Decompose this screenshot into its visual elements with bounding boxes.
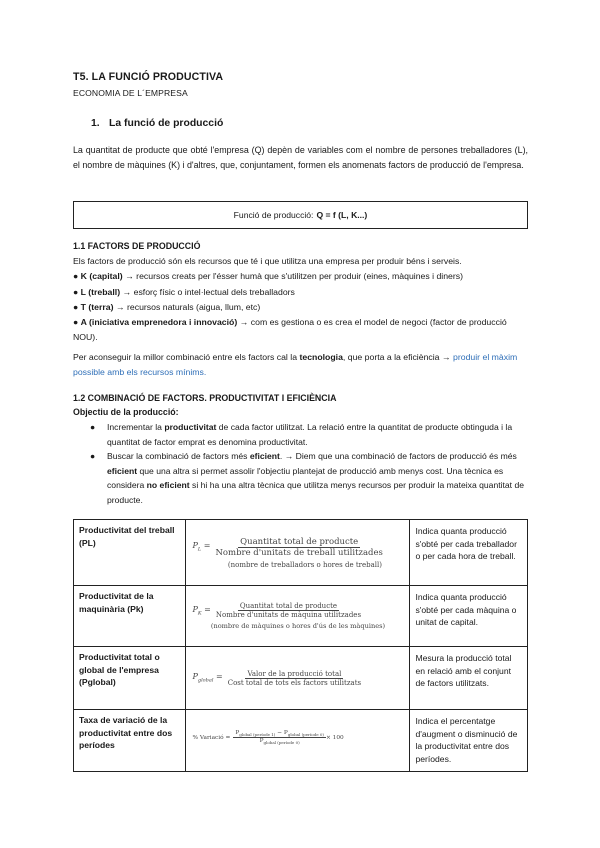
factor-desc: → com es gestiona o es crea el model de negoci (factor de producció NOU). [73, 317, 507, 343]
metric-formula: $P_L$ = $\frac{\text{Quantitat total de producte}}{\text{Nombre d'unitats de treball utilitzades}}$ (nombre de treballadors o hores de treball) [186, 520, 410, 586]
factor-term: K (capital) [80, 271, 123, 282]
technology-term: tecnologia [299, 352, 343, 362]
factor-term: L (treball) [80, 286, 121, 297]
formula-note: (nombre de treballadors o hores de treball) [227, 560, 382, 569]
table-row [74, 586, 528, 647]
factor-item: ● T (terra) → recursos naturals (aigua, llum, etc) [73, 301, 261, 312]
factor-desc: → recursos creats per l'ésser humà que s'utilitzen per produir (eines, màquines i diners) [122, 271, 464, 282]
factor-term: T (terra) [80, 301, 114, 312]
factor-desc: → recursos naturals (aigua, llum, etc) [113, 301, 261, 312]
formula-label: Funció de producció: [233, 210, 314, 220]
technology-paragraph: Per aconseguir la millor combinació entre els factors cal la tecnologia, que porta a la eficiència → produir el màxim possible amb els recursos mínims. [73, 352, 518, 378]
subsection-heading-combination: 1.2 COMBINACIÓ DE FACTORS. PRODUCTIVITAT I EFICIÈNCIA [73, 393, 337, 403]
factor-term: A (iniciativa emprenedora i innovació) [80, 317, 238, 328]
list-item: ● Incrementar la productivitat de cada factor utilitzat. La relació entre la quantitat de producte obtinguda i la quantitat de factor emprat es denomina productivitat. [90, 422, 513, 447]
efficiency-definition: produir el màxim possible amb els recursos mínims. [73, 352, 518, 378]
metric-formula: $P_{global}$ = $\frac{\text{Valor de la producció total}}{\text{Cost total de tots els factors utilitzats}}$ [186, 647, 410, 710]
metric-description: Indica quanta producció s'obté per cada màquina o unitat de capital. [410, 586, 528, 647]
metric-formula: $P_K$ = $\frac{\text{Quantitat total de producte}}{\text{Nombre d'unitats de màquina utilitzades}}$ (nombre de màquines o hores d'ús de les màquines) [186, 586, 410, 647]
metric-description: Mesura la producció total en relació amb el conjunt de factors utilitzats. [410, 647, 528, 710]
production-function-box [73, 201, 528, 229]
intro-paragraph: La quantitat de producte que obté l'empresa (Q) depèn de variables com el nombre de persones treballadores (L), el nombre de màquines (K) i d'altres, que, conjuntament, formen els anomenats factors de producció de l'empresa. [73, 145, 528, 171]
subsection-heading-factors: 1.1 FACTORS DE PRODUCCIÓ [73, 241, 201, 251]
objectives-list [88, 420, 528, 508]
factors-block [73, 254, 533, 346]
metric-name: Taxa de variació de la productivitat entre dos períodes [74, 710, 186, 772]
formula: Q = f (L, K...) [316, 210, 368, 220]
list-item: ● Buscar la combinació de factors més eficient. → Diem que una combinació de factors de producció és més eficient que una altra si permet assolir l'objectiu plantejat de producció amb menys cost. Una tècnica es considera no eficient si hi ha una altra tècnica que utilitza menys recursos per produir la mateixa quantitat de producte. [90, 451, 525, 505]
metric-description: Indica el percentatge d'augment o disminució de la productivitat entre dos períodes. [410, 710, 528, 772]
metric-name: Productivitat del treball (PL) [74, 520, 186, 586]
metric-formula: % Variació = $\frac{P_{global (període 1)} - P_{global (període 0)}}{P_{global (període 0)}}$ × 100 [186, 710, 410, 772]
factor-item: ● K (capital) → recursos creats per l'ésser humà que s'utilitzen per produir (eines, màquines i diners) [73, 271, 464, 282]
factors-intro: Els factors de producció són els recursos que té i que utilitza una empresa per produir béns i serveis. [73, 256, 462, 266]
table-row [74, 647, 528, 710]
objective-label: Objectiu de la producció: [73, 407, 179, 417]
factor-item: ● L (treball) → esforç físic o intel·lectual dels treballadors [73, 286, 295, 297]
document-subtitle: ECONOMIA DE L´EMPRESA [73, 88, 188, 98]
document-title: T5. LA FUNCIÓ PRODUCTIVA [73, 71, 224, 83]
table-row [74, 710, 528, 772]
factor-item: ● A (iniciativa emprenedora i innovació) → com es gestiona o es crea el model de negoci (factor de producció NOU). [73, 317, 507, 343]
section-heading [91, 118, 223, 129]
factor-desc: → esforç físic o intel·lectual dels treballadors [120, 286, 295, 297]
productivity-table [73, 519, 528, 772]
formula-note: (nombre de màquines o hores d'ús de les màquines) [210, 622, 386, 630]
bullet-icon: ● [90, 451, 96, 462]
table-row [74, 520, 528, 586]
section-title: La funció de producció [109, 118, 224, 129]
section-number: 1. [91, 118, 100, 129]
metric-description: Indica quanta producció s'obté per cada treballador o per cada hora de treball. [410, 520, 528, 586]
metric-name: Productivitat total o global de l'empresa (Pglobal) [74, 647, 186, 710]
bullet-icon: ● [90, 422, 96, 432]
metric-name: Productivitat de la maquinària (Pk) [74, 586, 186, 647]
